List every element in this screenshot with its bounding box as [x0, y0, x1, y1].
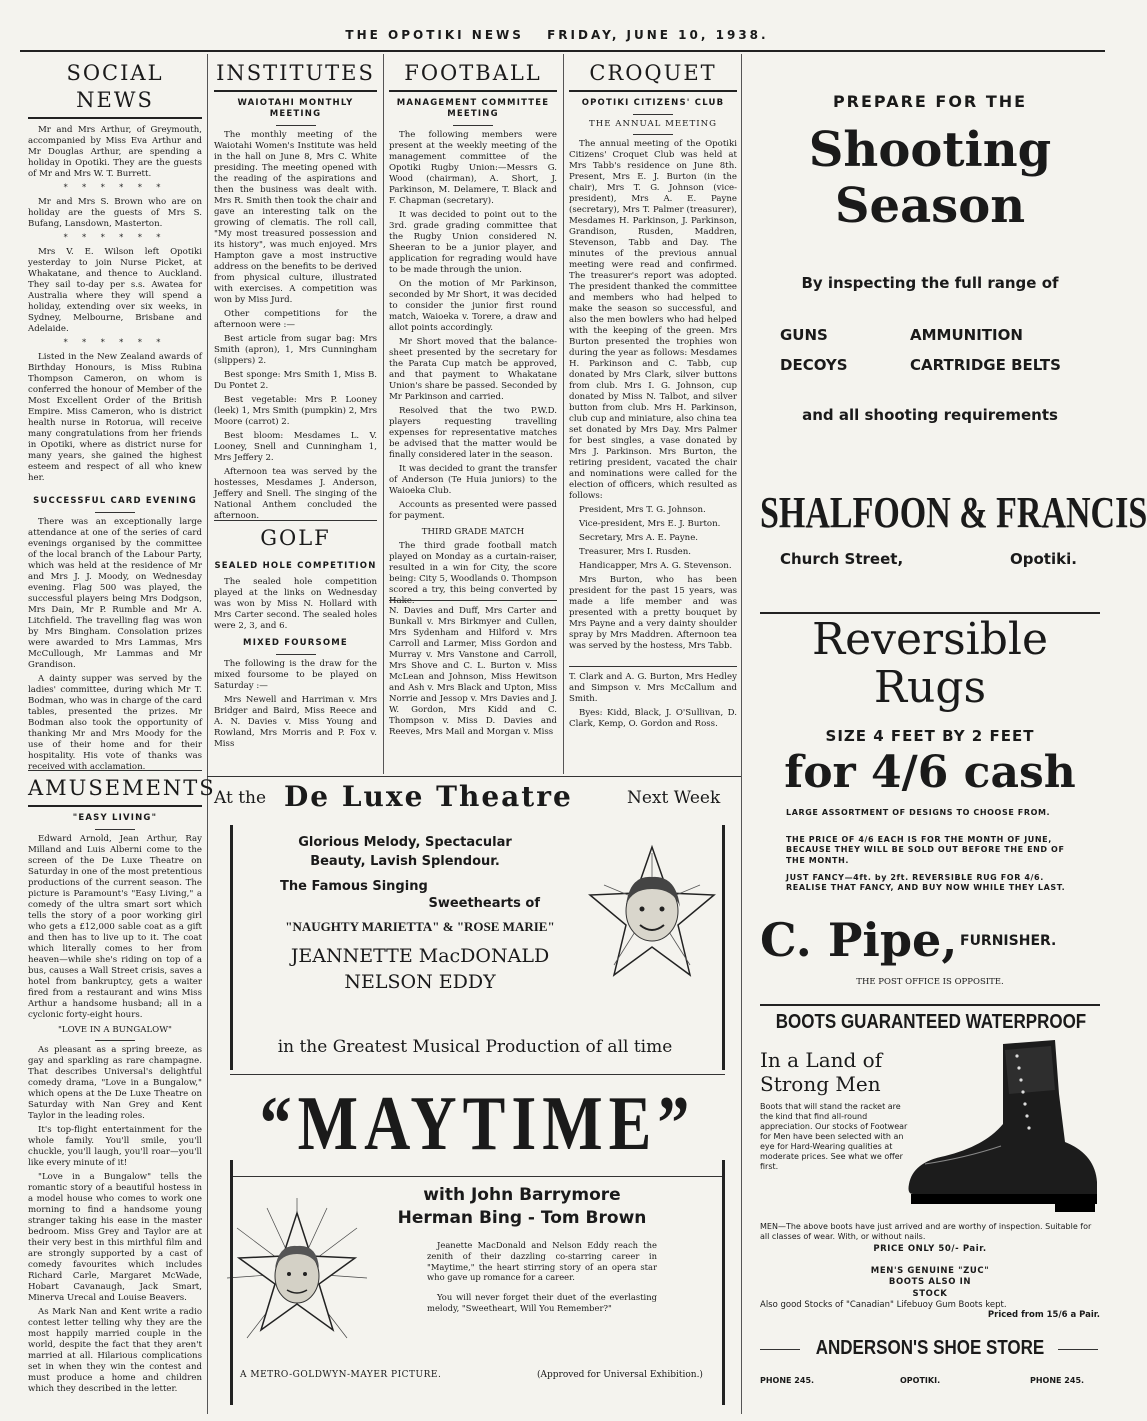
ad-copy: MEN—The above boots have just arrived and are worthy of inspection. Suitable for all classes of wear. With, or without nails.: [760, 1222, 1092, 1242]
croquet-column: [569, 60, 737, 660]
divider: [276, 125, 316, 126]
ad-copy: Boots that will stand the racket are the kind that find all-round appreciation. Our stocks of Footwear for Men have been selected with an eye for Hard-Wearing qualities at moderate prices. See what we offer first.: [760, 1102, 908, 1171]
ad-note: THE POST OFFICE IS OPPOSITE.: [856, 977, 1004, 987]
article-paragraph: As Mark Nan and Kent write a radio contest letter telling why they are the most happily married couple in the world, despite the fact that they aren't married at all. Hilarious complications set in when they win the contest and must produce a home and children which they described in the letter.: [28, 1306, 202, 1394]
ad-copy: JUST FANCY—4ft. by 2ft. REVERSIBLE RUG FOR 4/6. REALISE THAT FANCY, AND BUY NOW WHILE THEY LAST.: [786, 873, 1066, 893]
golf-subhead: SEALED HOLE COMPETITION: [214, 560, 377, 571]
column-rule: [741, 54, 742, 1414]
article-paragraph: Mrs Newell and Harriman v. Mrs Bridger and Baird, Miss Reece and A. N. Davies v. Miss Young and Rowland, Mrs Morris and P. Fox v. Miss: [214, 694, 377, 749]
article-paragraph: It was decided to grant the transfer of Anderson (Te Huia juniors) to the Waioeka Club.: [389, 463, 557, 496]
ad-headline: Strong Men: [760, 1072, 881, 1096]
approval-note: (Approved for Universal Exhibition.): [537, 1370, 703, 1380]
divider: [633, 134, 673, 135]
ad-line: Beauty, Lavish Splendour.: [310, 854, 500, 869]
article-paragraph: The monthly meeting of the Waiotahi Women's Institute was held in the hall on June 8, Mrs C. White presiding. The meeting opened with the reading of the aspirations and then the business was dealt with. Mrs R. Smith then took the chair and gave an interesting talk on the growing of clematis. The roll call, "My most treasured possession and its history", was much enjoyed. Mrs Hampton gave a most instructive address on the benefits to be derived from physical culture, illustrated with exercises. A competition was won by Miss Jurd.: [214, 129, 377, 305]
rugs-advertisement: [760, 615, 1100, 1005]
article-paragraph: Best article from sugar bag: Mrs Smith (apron), 1, Mrs Cunningham (slippers) 2.: [214, 333, 377, 366]
column-rule: [383, 54, 384, 774]
paper-name: THE OPOTIKI NEWS: [345, 28, 524, 42]
theatre-upper-box: [230, 825, 725, 1070]
ad-copy: Priced from 15/6 a Pair.: [987, 1310, 1100, 1320]
article-paragraph: The following is the draw for the mixed foursome to be played on Saturday :—: [214, 658, 377, 691]
firm-town: Opotiki.: [1010, 550, 1077, 568]
star-name: NELSON EDDY: [344, 971, 496, 993]
amusements-column: [28, 770, 216, 1410]
issue-date: FRIDAY, JUNE 10, 1938.: [547, 28, 769, 42]
firm-trade: FURNISHER.: [960, 933, 1057, 949]
divider: [207, 776, 741, 777]
theatre-name: De Luxe Theatre: [284, 780, 573, 813]
social-news-title: SOCIAL NEWS: [28, 60, 202, 119]
institutes-subhead: WAIOTAHI MONTHLY MEETING: [237, 97, 354, 119]
list-item: President, Mrs T. G. Johnson.: [579, 504, 706, 515]
amusements-title: AMUSEMENTS: [28, 770, 202, 807]
item-ammunition: AMMUNITION: [910, 326, 1023, 344]
rug-size: SIZE 4 FEET BY 2 FEET: [825, 727, 1035, 745]
article-paragraph: Mr and Mrs S. Brown who are on holiday are the guests of Mrs S. Bufang, Lansdown, Masterton.: [28, 196, 202, 229]
social-news-column: [28, 60, 202, 773]
article-paragraph: T. Clark and A. G. Burton, Mrs Hedley and Simpson v. Mrs McCallum and Smith.: [569, 672, 737, 704]
divider: [95, 829, 135, 830]
ad-copy: MEN'S GENUINE "ZUC" BOOTS ALSO IN STOCK: [870, 1266, 990, 1299]
ad-line: By inspecting the full range of: [801, 274, 1059, 292]
ad-line: in the Greatest Musical Production of all time: [277, 1037, 673, 1057]
article-paragraph: Afternoon tea was served by the hostesses, Mesdames J. Anderson, Jeffery and Snell. The singing of the National Anthem concluded the afternoon.: [214, 466, 377, 521]
divider: [1058, 1349, 1098, 1350]
article-paragraph: The annual meeting of the Opotiki Citizens' Croquet Club was held at Mrs Tabb's residence on June 8th. Present, Mrs E. J. Burton (in the chair), Mrs T. G. Johnson (vice-president), Mrs A. E. Payne (secretary), Mrs T. Palmer (treasurer), Mesdames H. Parkinson, J. Parkinson, Grandison, Rusden, Maddren, Stevenson, Tabb and Day. The minutes of the previous annual meeting were read and confirmed. The treasurer's report was adopted. The president thanked the committee and members who had helped to make the season so successful, and also the men bowlers who had helped with the keeping of the green. Mrs Burton presented the trophies won during the year as follows: Mesdames H. Parkinson and C. Tabb, cup donated by Mrs Clark, silver buttons from club. Mrs I. G. Johnson, cup donated by Miss N. Talbot, and silver button from club. Mrs H. Parkinson, club cup and miniature, also china tea set donated by Mrs Day. Mrs Palmer for best singles, a vase donated by Mrs J. Parkinson. Mrs Burton, the retiring president, vacated the chair and nominations were called for the election of officers, which resulted as follows:: [569, 138, 737, 501]
list-item: Vice-president, Mrs E. J. Burton.: [579, 518, 721, 529]
separator-stars: * * * * * *: [63, 232, 167, 242]
ad-line: and all shooting requirements: [802, 406, 1058, 424]
article-paragraph: Byes: Kidd, Black, J. O'Sullivan, D. Clark, Kemp, O. Gordon and Ross.: [569, 708, 737, 729]
article-paragraph: Best vegetable: Mrs P. Looney (leek) 1, Mrs Smith (pumpkin) 2, Mrs Moore (carrot) 2.: [214, 394, 377, 427]
card-evening-heading: SUCCESSFUL CARD EVENING: [33, 496, 197, 507]
film-title: “MAYTIME”: [259, 1080, 696, 1166]
theatre-advertisement: [212, 780, 737, 1410]
divider: [95, 1040, 135, 1041]
list-item: Treasurer, Mrs I. Rusden.: [579, 546, 691, 557]
article-paragraph: There was an exceptionally large attendance at one of the series of card evenings organised by the committee of the local branch of the Labour Party, which was held at the residence of Mr and Mrs J. J. Moody, on Wednesday evening. Flag 500 was played, the successful players being Mrs Dodgson, Mrs Dain, Mr P. Rumble and Mr A. Litchfield. The travelling flag was won by Mrs Bingham. Consolation prizes were awarded to Mrs Lammas, Mrs McCullough, Mr Lammas and Mr Grandison.: [28, 517, 202, 671]
ad-headline: Rugs: [873, 662, 987, 713]
institutes-column: [214, 60, 377, 521]
ad-headline: Season: [834, 178, 1026, 234]
item-cartridge-belts: CARTRIDGE BELTS: [910, 356, 1061, 374]
boot-illustration: [905, 1034, 1100, 1214]
ad-copy: Also good Stocks of "Canadian" Lifebuoy Gum Boots kept.: [760, 1300, 1007, 1310]
frame-bar: [722, 1160, 725, 1405]
divider: [95, 512, 135, 513]
store-phone: PHONE 245.: [760, 1376, 815, 1385]
shooting-advertisement: [760, 60, 1147, 615]
ad-line: Sweethearts of: [428, 896, 540, 911]
amusements-subhead: "EASY LIVING": [72, 812, 158, 823]
film-blurb: [427, 1292, 657, 1322]
list-item: Handicapper, Mrs A. G. Stevenson.: [579, 560, 732, 571]
masthead: [0, 28, 1114, 50]
golf-column: [214, 520, 377, 770]
boots-advertisement: [760, 1008, 1100, 1413]
golf-title: GOLF: [214, 520, 377, 555]
article-paragraph: Edward Arnold, Jean Arthur, Ray Milland and Luis Alberni come to the screen of the De Luxe Theatre on Saturday in one of the most pretentious productions of the current season. The picture is Paramount's "Easy Living," a comedy of the ultra smart sort which tells the story of a poor working girl who gets a £12,000 sable coat as a gift and then has to live up to it. The coat which literally comes to her from heaven—while she's riding on top of a bus, causes a Wall Street crisis, saves a hotel from bankruptcy, gets a waiter fired from a restaurant and wins Miss Arthur a handsome husband; all in a cyclonic forty-eight hours.: [28, 833, 202, 1020]
at-the-label: At the: [214, 788, 267, 808]
croquet-draw: [569, 672, 737, 772]
ad-line: "NAUGHTY MARIETTA" & "ROSE MARIE": [285, 919, 555, 934]
column-rule: [207, 54, 208, 1414]
star-portrait-icon: [590, 845, 715, 980]
institutes-title: INSTITUTES: [214, 60, 377, 92]
article-paragraph: Mrs Burton, who has been president for the past 15 years, was made a life member and was presented with a pretty bouquet by Mrs Payne and a very dainty shoulder spray by Mrs Maddren. Afternoon tea was served by the hostess, Mrs Tabb.: [569, 574, 737, 651]
divider: [760, 1349, 800, 1350]
football-title: FOOTBALL: [389, 60, 557, 92]
article-paragraph: Resolved that the two P.W.D. players requesting travelling expenses for representative matches be advised that the matter would be finally considered later in the season.: [389, 405, 557, 460]
store-name: ANDERSON'S SHOE STORE: [815, 1336, 1045, 1359]
jeannette-portrait: [590, 845, 715, 980]
article-paragraph: Mrs V. E. Wilson left Opotiki yesterday to join Nurse Picket, at Whakatane, and thence to Auckland. They sail to-day per s.s. Awatea for Australia where they will spend a holiday, extending over six weeks, in Sydney, Melbourne, Brisbane and Adelaide.: [28, 247, 202, 335]
cast-line: with John Barrymore: [423, 1185, 621, 1205]
rug-price: for 4/6 cash: [784, 747, 1076, 798]
article-paragraph: It's top-flight entertainment for the whole family. You'll smile, you'll chuckle, you'll laugh, you'll roar—you'll like every minute of it!: [28, 1124, 202, 1168]
item-decoys: DECOYS: [780, 356, 848, 374]
separator-stars: * * * * * *: [63, 338, 167, 348]
article-paragraph: Best sponge: Mrs Smith 1, Miss B. Du Pontet 2.: [214, 369, 377, 391]
frame-bar: [230, 1160, 233, 1405]
article-paragraph: A dainty supper was served by the ladies' committee, during which Mr T. Bodman, who was in charge of the card tables, presented the prizes. Mr Bodman also took the opportunity of thanking Mr and Mrs Moody for the use of their home and for their hospitality. His vote of thanks was received with acclamation.: [28, 674, 202, 773]
boot-price: PRICE ONLY 50/- Pair.: [873, 1244, 987, 1254]
croquet-title: CROQUET: [569, 60, 737, 92]
divider: [633, 114, 673, 115]
article-paragraph: Mr and Mrs Arthur, of Greymouth, accompanied by Miss Eva Arthur and Mr Douglas Arthur, are spending a holiday in Opotiki. They are the guests of Mr and Mrs W. T. Burrett.: [28, 124, 202, 179]
next-week-label: Next Week: [627, 788, 721, 808]
article-paragraph: Listed in the New Zealand awards of Birthday Honours, is Miss Rubina Thompson Cameron, on whom is conferred the honour of Member of the Most Excellent Order of the British Empire. Miss Cameron, who is district health nurse in Rotorua, will receive many congratulations from her friends in Opotiki, where as district nurse for many years, she gained the highest esteem and respect of all who knew her.: [28, 352, 202, 484]
studio-credit: A METRO-GOLDWYN-MAYER PICTURE.: [240, 1370, 442, 1380]
firm-street: Church Street,: [780, 550, 904, 568]
ad-headline: Reversible: [811, 614, 1049, 665]
article-paragraph: "Love in a Bungalow" tells the romantic story of a beautiful hostess in a model house who comes to work one morning to find a handsome young stranger taking his ease in the master bedroom. Miss Grey and Taylor are at their very best in this mirthful film and are strongly supported by a cast of comedy favourites which includes Richard Carle, Margaret McWade, Hobart Cavanaugh, Jack Smart, Minerva Urecal and Louise Beavers.: [28, 1171, 202, 1303]
theatre-banner: [212, 780, 737, 820]
header-rule: [20, 50, 1105, 52]
divider: [569, 666, 737, 667]
divider: [760, 1004, 1100, 1006]
firm-name: C. Pipe,: [760, 913, 958, 967]
column-rule: [563, 54, 564, 774]
football-subhead: THIRD GRADE MATCH: [421, 526, 525, 537]
frame-bar: [722, 825, 725, 1070]
article-paragraph: You will never forget their duet of the everlasting melody, "Sweetheart, Will You Remember?": [427, 1292, 657, 1313]
croquet-subhead: THE ANNUAL MEETING: [589, 118, 717, 129]
article-paragraph: Best bloom: Mesdames L. V. Looney, Snell and Cunningham 1, Mrs Jeffery 2.: [214, 430, 377, 463]
ad-headline: In a Land of: [760, 1048, 883, 1072]
firm-name: SHALFOON & FRANCIS: [760, 489, 1147, 538]
star-portrait-icon: [227, 1198, 367, 1348]
golf-subhead: MIXED FOURSOME: [243, 637, 348, 648]
golf-continued: [389, 606, 557, 771]
article-paragraph: Jeanette MacDonald and Nelson Eddy reach the zenith of their dazzling co-starring career in "Maytime," the heart stirring story of an opera star who gave up romance for a career.: [427, 1240, 657, 1283]
ad-copy: THE PRICE OF 4/6 EACH IS FOR THE MONTH OF JUNE, BECAUSE THEY WILL BE SOLD OUT BEFORE THE END OF THE MONTH.: [786, 835, 1065, 865]
film-blurb: [427, 1240, 657, 1300]
divider: [389, 600, 557, 601]
store-town: OPOTIKI.: [900, 1376, 941, 1385]
separator-stars: * * * * * *: [63, 182, 167, 192]
football-column: [389, 60, 557, 606]
star-name: JEANNETTE MacDONALD: [290, 945, 550, 967]
divider: [276, 654, 316, 655]
boot-icon: [905, 1034, 1100, 1214]
ad-headline: BOOTS GUARANTEED WATERPROOF: [775, 1010, 1087, 1033]
article-paragraph: The sealed hole competition played at the links on Wednesday was won by Miss N. Hollard with Mrs Carter second. The sealed holes were 2, 3, and 6.: [214, 576, 377, 631]
croquet-subhead: OPOTIKI CITIZENS' CLUB: [581, 97, 725, 108]
ad-headline: Shooting: [808, 122, 1052, 178]
article-paragraph: The third grade football match played on Monday as a curtain-raiser, resulted in a win for City, the score being: City 5, Woodlands 0. Thompson scored a try, this being converted by Hake.: [389, 540, 557, 606]
amusements-subhead: "LOVE IN A BUNGALOW": [57, 1024, 173, 1035]
article-paragraph: As pleasant as a spring breeze, as gay and sparkling as rare champagne. That describes Universal's delightful comedy drama, "Love in a Bungalow," which opens at the De Luxe Theatre on Saturday with Nan Grey and Kent Taylor in the leading roles.: [28, 1044, 202, 1121]
ad-copy: LARGE ASSORTMENT OF DESIGNS TO CHOOSE FROM.: [786, 808, 1051, 817]
article-paragraph: The following members were present at the weekly meeting of the management committee of the Opotiki Rugby Union:—Messrs G. Wood (chairman), A. Short, J. Parkinson, M. Delamere, T. Black and F. Chapman (secretary).: [389, 129, 557, 206]
ad-line: The Famous Singing: [280, 879, 428, 894]
ad-line: Glorious Melody, Spectacular: [298, 835, 512, 850]
barrymore-portrait: [227, 1198, 367, 1348]
frame-bar: [230, 825, 233, 1070]
item-guns: GUNS: [780, 326, 828, 344]
article-paragraph: On the motion of Mr Parkinson, seconded by Mr Short, it was decided to consider the junior first round match, Waioeka v. Torere, a draw and allot points accordingly.: [389, 278, 557, 333]
article-paragraph: It was decided to point out to the 3rd. grade grading committee that the Rugby Union considered N. Sheeran to be a junior player, and application for regrading would have to be made through the union.: [389, 209, 557, 275]
article-paragraph: N. Davies and Duff, Mrs Carter and Bunkall v. Mrs Birkmyer and Cullen, Mrs Sydenham and Hilford v. Mrs Carroll and Larmer, Miss Gordon and Murray v. Mrs Vanstone and Carroll, Mrs Shove and C. L. Burton v. Miss McLean and Johnson, Miss Hewitson and Ash v. Mrs Black and Upton, Miss Norrie and Jessop v. Mrs Davies and J. W. Gordon, Mrs Kidd and C. Thompson v. Miss D. Davies and Reeves, Mrs Mail and Morgan v. Miss: [389, 606, 557, 737]
divider: [453, 125, 493, 126]
article-paragraph: Accounts as presented were passed for payment.: [389, 499, 557, 521]
article-paragraph: Other competitions for the afternoon were :—: [214, 308, 377, 330]
football-subhead: MANAGEMENT COMMITTEE MEETING: [396, 97, 550, 119]
divider: [230, 1176, 725, 1177]
store-phone: PHONE 245.: [1030, 1376, 1085, 1385]
article-paragraph: Mr Short moved that the balance-sheet presented by the secretary for the Parata Cup match be approved, and that payment to Whakatane Union's share be passed. Seconded by Mr Parkinson and carried.: [389, 336, 557, 402]
list-item: Secretary, Mrs A. E. Payne.: [579, 532, 699, 543]
ad-line: PREPARE FOR THE: [832, 92, 1028, 111]
cast-line: Herman Bing - Tom Brown: [397, 1208, 647, 1228]
